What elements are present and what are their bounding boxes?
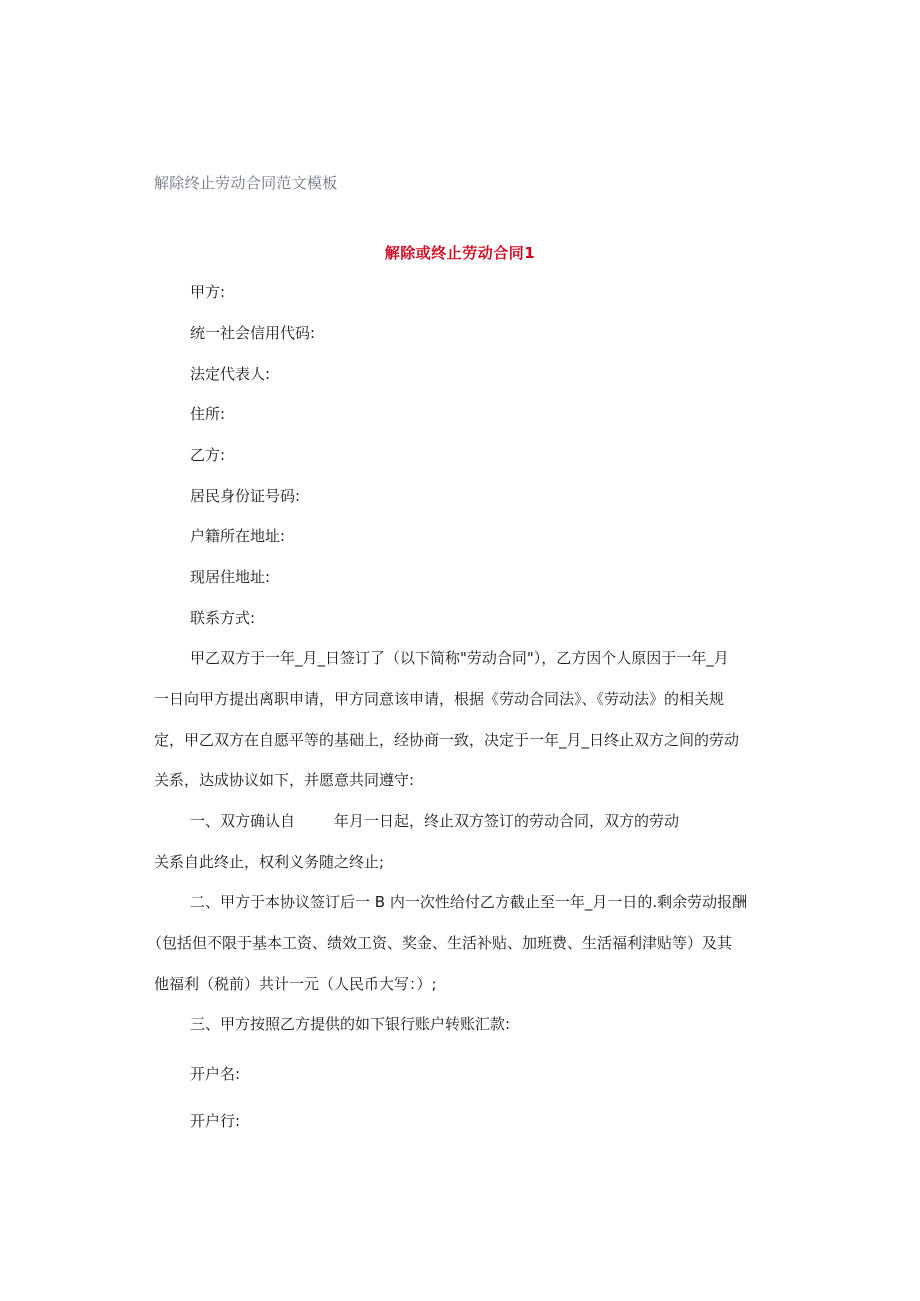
household-address-label: 户籍所在地址:	[190, 527, 286, 545]
id-number-label: 居民身份证号码:	[190, 487, 301, 505]
document-header: 解除终止劳动合同范文模板	[154, 174, 338, 192]
intro-line: 关系，达成协议如下，并愿意共同遵守:	[154, 771, 415, 789]
contact-label: 联系方式:	[190, 609, 256, 627]
party-b-label: 乙方:	[190, 446, 226, 464]
clause3-line: 三、甲方按照乙方提供的如下银行账户转账汇款:	[190, 1015, 511, 1033]
legal-rep-label: 法定代表人:	[190, 365, 271, 383]
clause2-line: 二、甲方于本协议签订后一 B 内一次性给付乙方截止至一年_月一日的.剩余劳动报酬	[190, 893, 748, 911]
clause1-line: 一、双方确认自	[190, 812, 296, 830]
current-address-label: 现居住地址:	[190, 568, 271, 586]
intro-line: 一日向甲方提出离职申请，甲方同意该申请，根据《劳动合同法》、《劳动法》的相关规	[154, 690, 725, 708]
clause2-line: （包括但不限于基本工资、绩效工资、奖金、生活补贴、加班费、生活福利津贴等）及其	[147, 934, 733, 952]
intro-line: 甲乙双方于一年_月_日签订了（以下简称"劳动合同"），乙方因个人原因于一年_月	[190, 649, 729, 667]
credit-code-label: 统一社会信用代码:	[190, 324, 316, 342]
party-a-label: 甲方:	[190, 283, 226, 301]
clause2-line: 他福利（税前）共计一元（人民币大写：）;	[154, 975, 437, 993]
bank-name-label: 开户行:	[190, 1112, 241, 1130]
contract-title: 解除或终止劳动合同1	[384, 244, 536, 262]
clause1-line: 年月一日起，终止双方签订的劳动合同，双方的劳动	[334, 812, 680, 830]
clause1-line: 关系自此终止，权利义务随之终止;	[154, 853, 385, 871]
address-label: 住所:	[190, 405, 226, 423]
account-name-label: 开户名:	[190, 1065, 241, 1083]
intro-line: 定，甲乙双方在自愿平等的基础上，经协商一致，决定于一年_月_日终止双方之间的劳动	[154, 731, 740, 749]
